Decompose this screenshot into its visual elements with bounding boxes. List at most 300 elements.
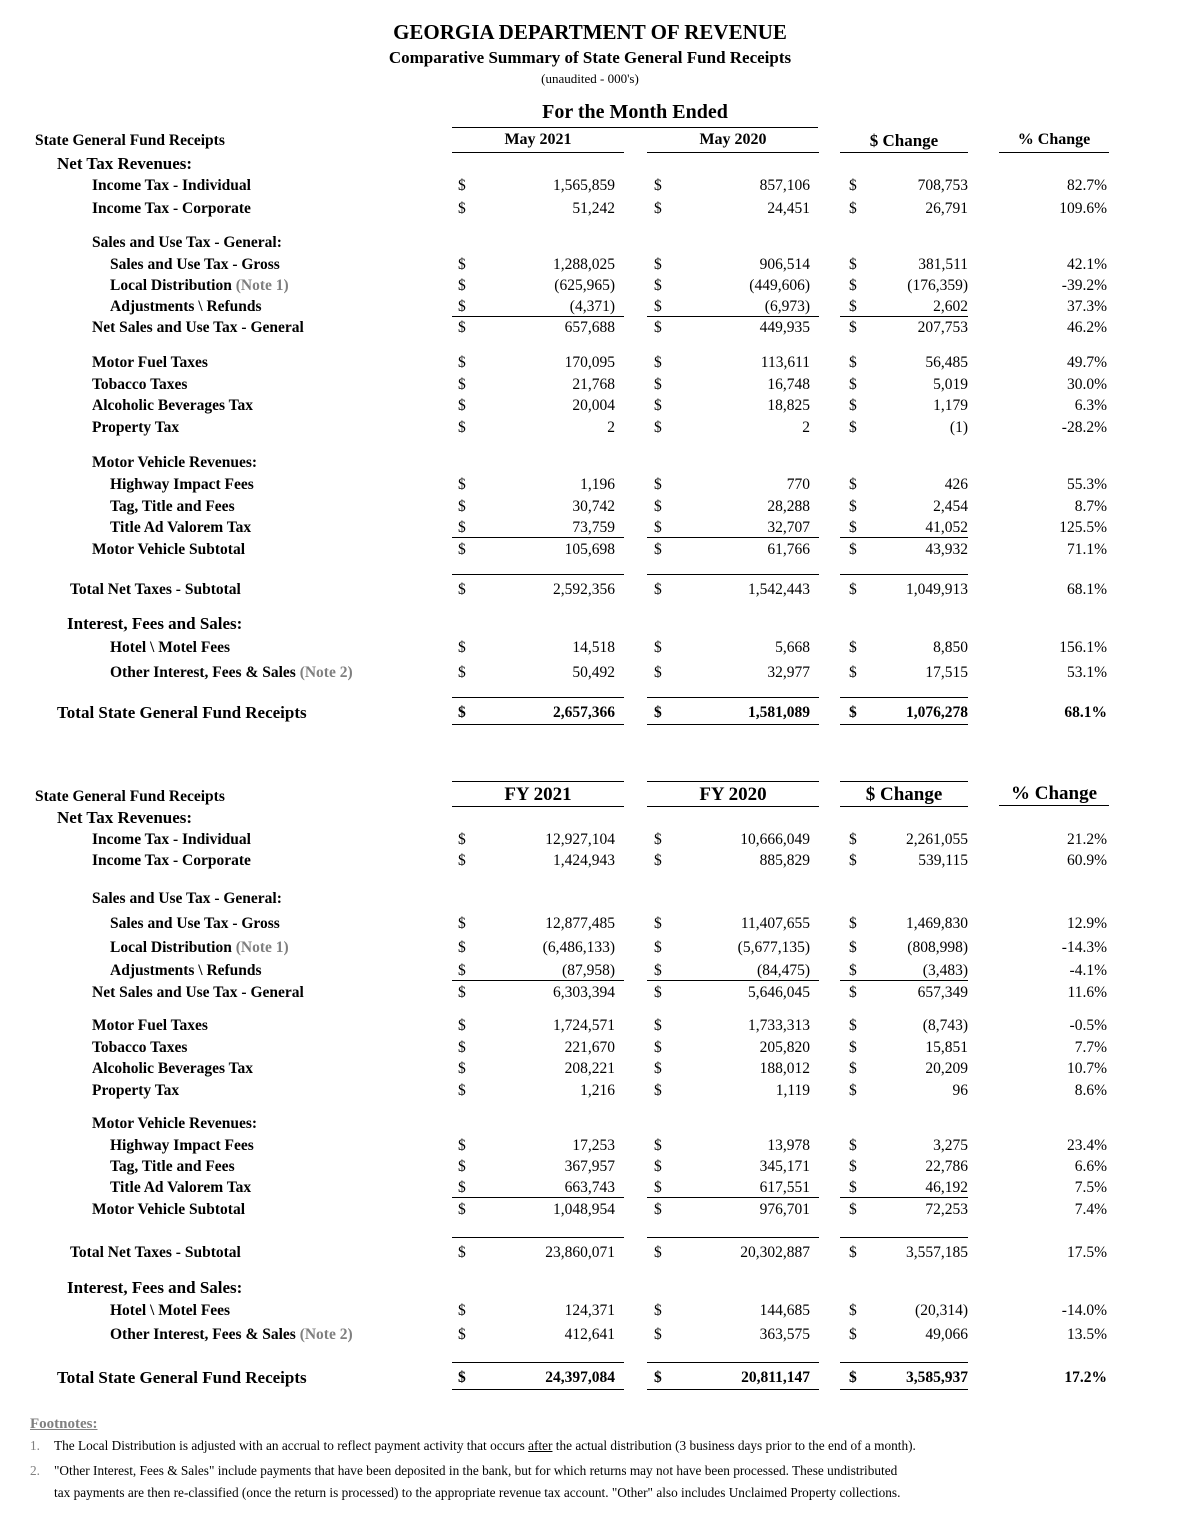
row-label	[110, 474, 254, 496]
current-value: 51,242	[572, 200, 615, 217]
total-bottom-rule	[452, 1389, 624, 1390]
prior-value: 345,171	[759, 1158, 810, 1175]
currency-symbol: $	[458, 1017, 466, 1034]
row-label-text: Hotel \ Motel Fees	[110, 639, 231, 656]
row-label	[70, 1242, 241, 1264]
table-row	[0, 517, 1180, 539]
table-row	[0, 1156, 1180, 1178]
total-top-rule	[452, 1237, 624, 1238]
currency-symbol: $	[458, 581, 466, 598]
row-label-text: Title Ad Valorem Tax	[110, 1179, 252, 1196]
fy-section-label: State General Fund Receipts	[35, 788, 225, 805]
dollar-change-value: 1,076,278	[906, 704, 968, 721]
currency-symbol: $	[458, 376, 466, 393]
table-row	[0, 1080, 1180, 1102]
currency-symbol: $	[654, 639, 662, 656]
table-row	[0, 254, 1180, 276]
currency-symbol: $	[654, 476, 662, 493]
currency-symbol: $	[849, 1158, 857, 1175]
dollar-change-value: 43,932	[925, 541, 968, 558]
row-label	[110, 1324, 353, 1346]
current-value: (87,958)	[562, 962, 615, 979]
current-value: 73,759	[572, 519, 615, 536]
row-label-text: Local Distribution	[110, 939, 232, 956]
currency-symbol: $	[654, 1060, 662, 1077]
current-value: 657,688	[564, 319, 615, 336]
row-label	[110, 1135, 254, 1157]
row-label-text: Alcoholic Beverages Tax	[92, 1060, 254, 1077]
table-row	[0, 1242, 1180, 1264]
subtotal-rule	[840, 1197, 968, 1198]
percent-change-value: 30.0%	[1066, 376, 1107, 393]
currency-symbol: $	[654, 704, 662, 721]
month-col-pct-change: % Change	[999, 131, 1109, 153]
row-label-text: Motor Fuel Taxes	[92, 1017, 208, 1034]
section-heading-row	[0, 888, 1180, 910]
currency-symbol: $	[654, 277, 662, 294]
row-label-text: Tag, Title and Fees	[110, 498, 235, 515]
row-label	[57, 702, 307, 724]
row-label-text: Hotel \ Motel Fees	[110, 1302, 231, 1319]
currency-symbol: $	[654, 354, 662, 371]
currency-symbol: $	[458, 831, 466, 848]
percent-change-value: 68.1%	[1066, 581, 1107, 598]
percent-change-value: 6.3%	[1074, 397, 1107, 414]
row-label-text: Other Interest, Fees & Sales	[110, 664, 296, 681]
current-value: 1,216	[580, 1082, 615, 1099]
dollar-change-value: 41,052	[925, 519, 968, 536]
percent-change-value: 6.6%	[1074, 1158, 1107, 1175]
footnote-1-text-c: the actual distribution (3 business days prior to the end of a month).	[552, 1438, 916, 1453]
currency-symbol: $	[458, 1137, 466, 1154]
currency-symbol: $	[654, 1201, 662, 1218]
prior-value: 16,748	[767, 376, 810, 393]
currency-symbol: $	[654, 541, 662, 558]
dollar-change-value: 657,349	[917, 984, 968, 1001]
percent-change-value: 55.3%	[1066, 476, 1107, 493]
row-label	[92, 395, 253, 417]
month-col-current: May 2021	[452, 131, 624, 153]
row-label	[92, 1037, 187, 1059]
dollar-change-value: (176,359)	[907, 277, 968, 294]
table-row	[0, 1177, 1180, 1199]
currency-symbol: $	[458, 397, 466, 414]
currency-symbol: $	[458, 639, 466, 656]
table-row	[0, 175, 1180, 197]
section-heading-row	[0, 613, 1180, 635]
prior-value: 1,581,089	[748, 704, 810, 721]
prior-value: 2	[802, 419, 810, 436]
table-row	[0, 1015, 1180, 1037]
prior-value: 1,119	[775, 1082, 810, 1099]
dollar-change-value: 56,485	[925, 354, 968, 371]
currency-symbol: $	[849, 1244, 857, 1261]
current-value: 50,492	[572, 664, 615, 681]
prior-value: 13,978	[767, 1137, 810, 1154]
footnote-2	[30, 1460, 897, 1482]
total-top-rule	[452, 574, 624, 575]
row-label-text: Sales and Use Tax - Gross	[110, 915, 280, 932]
total-top-rule	[647, 1362, 819, 1363]
currency-symbol: $	[654, 915, 662, 932]
prior-value: 976,701	[759, 1201, 810, 1218]
currency-symbol: $	[849, 1060, 857, 1077]
currency-symbol: $	[654, 376, 662, 393]
row-label	[57, 1367, 307, 1389]
table-row	[0, 662, 1180, 684]
row-label	[92, 829, 251, 851]
currency-symbol: $	[654, 581, 662, 598]
total-bottom-rule	[647, 1389, 819, 1390]
prior-value: 61,766	[767, 541, 810, 558]
subtotal-rule	[840, 537, 968, 538]
subtotal-rule	[647, 980, 819, 981]
table-row	[0, 417, 1180, 439]
currency-symbol: $	[654, 1158, 662, 1175]
current-value: 23,860,071	[545, 1244, 615, 1261]
prior-value: 32,707	[767, 519, 810, 536]
row-label-text: Alcoholic Beverages Tax	[92, 397, 254, 414]
row-label-text: Motor Fuel Taxes	[92, 354, 208, 371]
percent-change-value: 68.1%	[1064, 704, 1107, 721]
section-heading-row	[0, 1277, 1180, 1299]
dollar-change-value: 49,066	[925, 1326, 968, 1343]
currency-symbol: $	[654, 1244, 662, 1261]
unaudited-note: (unaudited - 000's)	[541, 71, 639, 86]
section-heading-row	[0, 452, 1180, 474]
percent-change-value: -0.5%	[1069, 1017, 1107, 1034]
percent-change-value: 37.3%	[1066, 298, 1107, 315]
row-label-text: Total State General Fund Receipts	[57, 703, 307, 722]
total-bottom-rule	[452, 724, 624, 725]
row-label	[57, 807, 192, 829]
row-label-text: Sales and Use Tax - General:	[92, 234, 282, 251]
footnote-2-number: 2.	[30, 1463, 40, 1478]
dollar-change-value: (1)	[949, 419, 968, 436]
table-row	[0, 496, 1180, 518]
currency-symbol: $	[849, 277, 857, 294]
currency-symbol: $	[849, 519, 857, 536]
current-value: (6,486,133)	[542, 939, 615, 956]
percent-change-value: 17.5%	[1066, 1244, 1107, 1261]
row-label	[92, 374, 187, 396]
dollar-change-value: 1,049,913	[906, 581, 968, 598]
current-value: 1,196	[580, 476, 615, 493]
dollar-change-value: 20,209	[925, 1060, 968, 1077]
row-note-reference: (Note 2)	[295, 1326, 353, 1343]
dollar-change-value: (808,998)	[907, 939, 968, 956]
currency-symbol: $	[849, 1369, 857, 1386]
currency-symbol: $	[458, 1082, 466, 1099]
table-row	[0, 474, 1180, 496]
percent-change-value: 156.1%	[1059, 639, 1107, 656]
percent-change-value: 21.2%	[1066, 831, 1107, 848]
total-top-rule	[840, 697, 968, 698]
prior-value: 363,575	[759, 1326, 810, 1343]
currency-symbol: $	[849, 177, 857, 194]
row-label	[110, 637, 230, 659]
currency-symbol: $	[654, 256, 662, 273]
dollar-change-value: 3,585,937	[906, 1369, 968, 1386]
subtotal-rule	[647, 1197, 819, 1198]
currency-symbol: $	[849, 852, 857, 869]
currency-symbol: $	[849, 1137, 857, 1154]
current-value: 1,565,859	[553, 177, 615, 194]
row-label-text: Total State General Fund Receipts	[57, 1368, 307, 1387]
total-top-rule	[452, 697, 624, 698]
percent-change-value: 8.7%	[1074, 498, 1107, 515]
currency-symbol: $	[849, 298, 857, 315]
row-label	[92, 417, 179, 439]
total-top-rule	[647, 1237, 819, 1238]
prior-value: 113,611	[760, 354, 810, 371]
row-label	[67, 1277, 242, 1299]
subtotal-rule	[452, 1197, 624, 1198]
row-label-text: Motor Vehicle Subtotal	[92, 541, 245, 558]
table-row	[0, 1324, 1180, 1346]
footnotes-title: Footnotes:	[30, 1416, 98, 1432]
row-label-text: Sales and Use Tax - General:	[92, 890, 282, 907]
row-label	[110, 517, 251, 539]
currency-symbol: $	[654, 319, 662, 336]
currency-symbol: $	[849, 984, 857, 1001]
row-label	[110, 296, 262, 318]
table-row	[0, 982, 1180, 1004]
row-label	[110, 960, 262, 982]
currency-symbol: $	[849, 939, 857, 956]
row-label	[92, 1199, 245, 1221]
currency-symbol: $	[849, 1179, 857, 1196]
currency-symbol: $	[849, 498, 857, 515]
fy-col-current: FY 2021	[452, 781, 624, 807]
row-label	[92, 1015, 208, 1037]
currency-symbol: $	[654, 397, 662, 414]
row-label-text: Interest, Fees and Sales:	[67, 1278, 243, 1297]
footnote-1-text-a: The Local Distribution is adjusted with an accrual to reflect payment activity that occurs	[54, 1438, 529, 1453]
dollar-change-value: 207,753	[917, 319, 968, 336]
row-label	[92, 982, 304, 1004]
row-label	[92, 175, 251, 197]
prior-value: 188,012	[759, 1060, 810, 1077]
section-heading-row	[0, 1113, 1180, 1135]
row-label-text: Total Net Taxes - Subtotal	[70, 1244, 241, 1261]
currency-symbol: $	[849, 962, 857, 979]
row-label	[92, 1058, 253, 1080]
subtotal-rule	[452, 537, 624, 538]
prior-value: 5,668	[775, 639, 810, 656]
current-value: (4,371)	[569, 298, 615, 315]
prior-value: 449,935	[759, 319, 810, 336]
currency-symbol: $	[654, 1082, 662, 1099]
footnote-2-text-a: "Other Interest, Fees & Sales" include payments that have been deposited in the bank, but for which returns may not have been processed. These undistributed	[54, 1463, 898, 1478]
table-row	[0, 1058, 1180, 1080]
table-row	[0, 579, 1180, 601]
row-label-text: Motor Vehicle Revenues:	[92, 454, 258, 471]
currency-symbol: $	[458, 1158, 466, 1175]
current-value: 221,670	[564, 1039, 615, 1056]
currency-symbol: $	[654, 200, 662, 217]
footnote-2-continued: tax payments are then re-classified (once the return is processed) to the appropriate revenue tax account. "Other" also includes Unclaimed Property collections.	[54, 1485, 901, 1500]
row-label-text: Net Sales and Use Tax - General	[92, 319, 304, 336]
currency-symbol: $	[849, 419, 857, 436]
dollar-change-value: 539,115	[918, 852, 968, 869]
currency-symbol: $	[458, 1201, 466, 1218]
current-value: 2,592,356	[553, 581, 615, 598]
dollar-change-value: 22,786	[925, 1158, 968, 1175]
currency-symbol: $	[654, 939, 662, 956]
currency-symbol: $	[458, 1179, 466, 1196]
prior-value: 20,302,887	[740, 1244, 810, 1261]
current-value: 17,253	[572, 1137, 615, 1154]
prior-value: 906,514	[759, 256, 810, 273]
currency-symbol: $	[849, 354, 857, 371]
currency-symbol: $	[849, 541, 857, 558]
row-label	[92, 352, 208, 374]
dollar-change-value: 3,275	[933, 1137, 968, 1154]
row-label	[92, 539, 245, 561]
percent-change-value: 7.5%	[1074, 1179, 1107, 1196]
table-row	[0, 637, 1180, 659]
row-label-text: Income Tax - Individual	[92, 831, 251, 848]
percent-change-value: -28.2%	[1061, 419, 1107, 436]
month-col-prior: May 2020	[647, 131, 819, 153]
total-top-rule	[647, 697, 819, 698]
total-top-rule	[840, 574, 968, 575]
percent-change-value: 109.6%	[1059, 200, 1107, 217]
current-value: 14,518	[572, 639, 615, 656]
percent-change-value: 53.1%	[1066, 664, 1107, 681]
currency-symbol: $	[458, 1039, 466, 1056]
currency-symbol: $	[849, 639, 857, 656]
percent-change-value: 12.9%	[1066, 915, 1107, 932]
table-row	[0, 1037, 1180, 1059]
row-label	[92, 317, 304, 339]
total-bottom-rule	[840, 1389, 968, 1390]
currency-symbol: $	[458, 354, 466, 371]
currency-symbol: $	[458, 256, 466, 273]
dollar-change-value: 46,192	[925, 1179, 968, 1196]
dollar-change-value: 26,791	[925, 200, 968, 217]
currency-symbol: $	[849, 1326, 857, 1343]
row-label-text: Total Net Taxes - Subtotal	[70, 581, 241, 598]
row-label	[92, 452, 257, 474]
row-label	[92, 1080, 179, 1102]
dollar-change-value: 1,179	[933, 397, 968, 414]
current-value: 12,877,485	[545, 915, 615, 932]
percent-change-value: -14.3%	[1061, 939, 1107, 956]
percent-change-value: -4.1%	[1069, 962, 1107, 979]
row-note-reference: (Note 1)	[231, 939, 289, 956]
row-label-text: Net Tax Revenues:	[57, 154, 193, 173]
prior-value: (6,973)	[764, 298, 810, 315]
currency-symbol: $	[654, 498, 662, 515]
row-label	[110, 1156, 235, 1178]
row-label-text: Local Distribution	[110, 277, 232, 294]
percent-change-value: 71.1%	[1066, 541, 1107, 558]
total-bottom-rule	[840, 724, 968, 725]
dollar-change-value: 381,511	[918, 256, 968, 273]
currency-symbol: $	[458, 298, 466, 315]
currency-symbol: $	[458, 1244, 466, 1261]
dollar-change-value: 2,454	[933, 498, 968, 515]
percent-change-value: 11.6%	[1067, 984, 1107, 1001]
row-label-text: Income Tax - Individual	[92, 177, 251, 194]
percent-change-value: 82.7%	[1066, 177, 1107, 194]
row-label	[110, 275, 289, 297]
prior-value: 28,288	[767, 498, 810, 515]
currency-symbol: $	[458, 1060, 466, 1077]
currency-symbol: $	[849, 376, 857, 393]
percent-change-value: 13.5%	[1066, 1326, 1107, 1343]
current-value: 367,957	[564, 1158, 615, 1175]
current-value: 2	[607, 419, 615, 436]
percent-change-value: 23.4%	[1066, 1137, 1107, 1154]
dollar-change-value: 2,602	[933, 298, 968, 315]
prior-value: (5,677,135)	[737, 939, 810, 956]
table-row	[0, 395, 1180, 417]
row-label-text: Highway Impact Fees	[110, 1137, 254, 1154]
row-label	[110, 1177, 251, 1199]
prior-value: 770	[786, 476, 810, 493]
prior-value: 10,666,049	[740, 831, 810, 848]
percent-change-value: 60.9%	[1066, 852, 1107, 869]
currency-symbol: $	[458, 177, 466, 194]
prior-value: 617,551	[759, 1179, 810, 1196]
currency-symbol: $	[654, 1369, 662, 1386]
currency-symbol: $	[849, 256, 857, 273]
currency-symbol: $	[849, 397, 857, 414]
fy-col-dollar-change: $ Change	[840, 781, 968, 807]
current-value: 105,698	[564, 541, 615, 558]
prior-value: (84,475)	[757, 962, 810, 979]
row-label-text: Net Tax Revenues:	[57, 808, 193, 827]
currency-symbol: $	[654, 1017, 662, 1034]
table-row	[0, 1300, 1180, 1322]
currency-symbol: $	[654, 1137, 662, 1154]
footnote-1-text-b: after	[528, 1438, 553, 1453]
current-value: 20,004	[572, 397, 615, 414]
dollar-change-value: 96	[952, 1082, 968, 1099]
row-label	[57, 153, 192, 175]
table-row	[0, 913, 1180, 935]
prior-value: 205,820	[759, 1039, 810, 1056]
table-row	[0, 374, 1180, 396]
current-value: 1,724,571	[553, 1017, 615, 1034]
row-label-text: Title Ad Valorem Tax	[110, 519, 252, 536]
prior-value: 1,542,443	[748, 581, 810, 598]
table-row	[0, 317, 1180, 339]
row-label-text: Adjustments \ Refunds	[110, 298, 262, 315]
dollar-change-value: (20,314)	[915, 1302, 968, 1319]
dollar-change-value: 15,851	[925, 1039, 968, 1056]
currency-symbol: $	[458, 541, 466, 558]
currency-symbol: $	[458, 984, 466, 1001]
row-label	[110, 1300, 230, 1322]
table-row	[0, 352, 1180, 374]
dollar-change-value: 3,557,185	[906, 1244, 968, 1261]
footnote-1	[30, 1435, 916, 1457]
percent-change-value: 42.1%	[1066, 256, 1107, 273]
currency-symbol: $	[849, 704, 857, 721]
month-section-label: State General Fund Receipts	[35, 132, 225, 149]
currency-symbol: $	[849, 200, 857, 217]
row-label-text: Motor Vehicle Revenues:	[92, 1115, 258, 1132]
percent-change-value: 17.2%	[1064, 1369, 1107, 1386]
currency-symbol: $	[849, 915, 857, 932]
fy-col-prior: FY 2020	[647, 781, 819, 807]
current-value: 21,768	[572, 376, 615, 393]
currency-symbol: $	[849, 476, 857, 493]
